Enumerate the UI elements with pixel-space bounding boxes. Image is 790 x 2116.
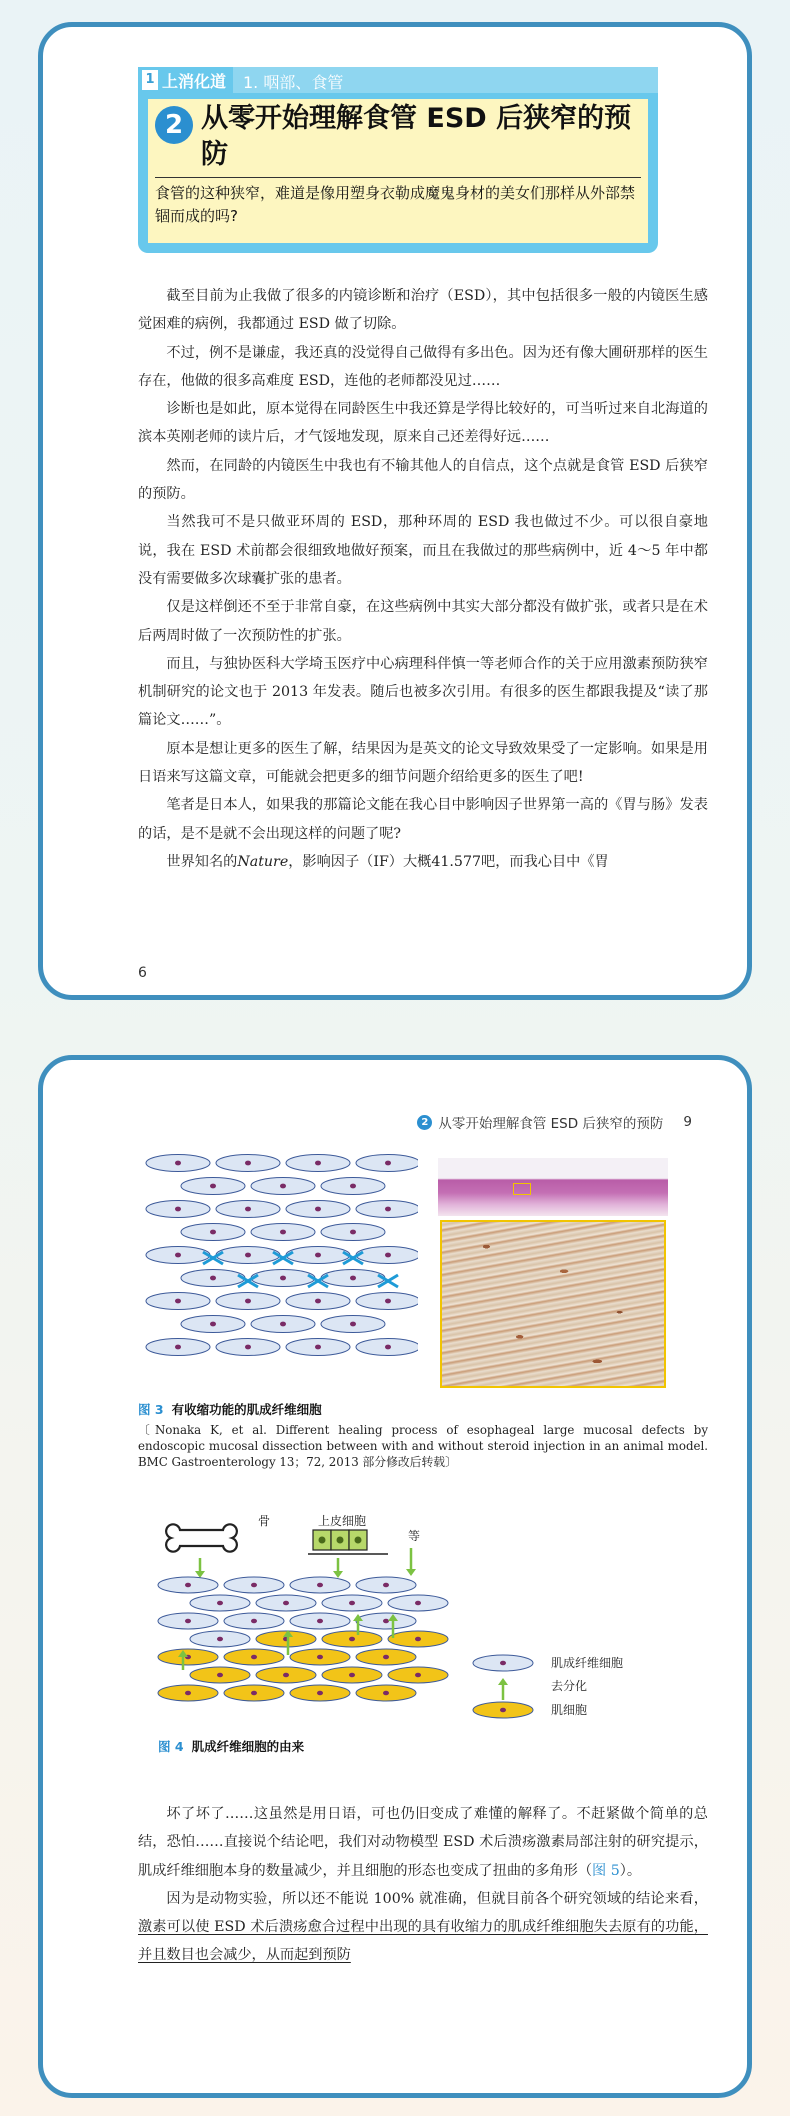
section-number: 1 xyxy=(142,70,158,90)
figure3-title: 有收缩功能的肌成纤维细胞 xyxy=(171,1402,322,1417)
muscle-cell xyxy=(290,1649,350,1665)
section-tag xyxy=(138,67,226,93)
myofibroblast-cell xyxy=(181,1316,245,1333)
chapter-number-badge: 2 xyxy=(417,1115,432,1130)
myofibroblast-cell xyxy=(321,1178,385,1195)
myofibroblast-cell xyxy=(216,1201,280,1218)
muscle-cell xyxy=(224,1649,284,1665)
differentiation-arrow xyxy=(406,1548,416,1576)
muscle-cell xyxy=(290,1685,350,1701)
myofibroblast-cell xyxy=(158,1613,218,1629)
page-9 xyxy=(38,1055,752,2098)
text-run: 坏了坏了……这虽然是用日语，可也仍旧变成了难懂的解释了。不赶紧做个简单的总结，恐怕……直接说个结论吧，我们对动物模型 ESD 术后溃疡激素局部注射的研究提示，肌成纤维细胞本身的数量减少，并且细胞的形态也变成了扭曲的多角形（ xyxy=(138,1806,708,1879)
myofibroblast-cell xyxy=(256,1595,316,1611)
chapter-title: 从零开始理解食管 ESD 后狭窄的预防 xyxy=(201,103,632,170)
paragraph-last xyxy=(138,848,708,876)
page-number: 9 xyxy=(683,1114,692,1130)
page-6 xyxy=(38,22,752,1000)
muscle-cell xyxy=(158,1685,218,1701)
myofibroblast-cell xyxy=(286,1293,350,1310)
myofibroblast-cell xyxy=(216,1155,280,1172)
paragraph: 笔者是日本人，如果我的那篇论文能在我心目中影响因子世界第一高的《胃与肠》发表的话，是不是就不会出现这样的问题了呢? xyxy=(138,797,708,842)
muscle-cell xyxy=(356,1649,416,1665)
myofibroblast-cell xyxy=(290,1613,350,1629)
myofibroblast-cell xyxy=(224,1613,284,1629)
myofibroblast-cell xyxy=(146,1339,210,1356)
myofibroblast-cell xyxy=(286,1155,350,1172)
myofibroblast-cell xyxy=(216,1293,280,1310)
muscle-cell xyxy=(190,1631,250,1647)
label-etc: 等 xyxy=(408,1529,421,1543)
figure4-label: 图 4 xyxy=(158,1739,184,1754)
epithelial-cell xyxy=(349,1530,367,1550)
myofibroblast-cells-illustration xyxy=(138,1145,418,1395)
myofibroblast-cell xyxy=(321,1224,385,1241)
myofibroblast-cell xyxy=(146,1247,210,1264)
epithelial-cell xyxy=(331,1530,349,1550)
myofibroblast-cell xyxy=(321,1316,385,1333)
myofibroblast-cell xyxy=(146,1293,210,1310)
myofibroblast-cell xyxy=(321,1270,385,1287)
page-number: 6 xyxy=(138,965,147,981)
myofibroblast-cell xyxy=(146,1201,210,1218)
running-head-title: 从零开始理解食管 ESD 后狭窄的预防 xyxy=(438,1116,664,1132)
myofibroblast-cell xyxy=(146,1155,210,1172)
myofibroblast-cell xyxy=(286,1247,350,1264)
paragraph: 仅是这样倒还不至于非常自豪，在这些病例中其实大部分都没有做扩张，或者只是在术后两周时做了一次预防性的扩张。 xyxy=(138,599,708,644)
muscle-cell xyxy=(356,1685,416,1701)
label-epithelial: 上皮细胞 xyxy=(318,1514,367,1528)
myofibroblast-cell xyxy=(216,1247,280,1264)
chapter-subtitle: 食管的这种狭窄，难道是像用塑身衣勒成魔鬼身材的美女们那样从外部禁锢而成的吗? xyxy=(155,184,636,225)
differentiation-arrow xyxy=(333,1558,343,1578)
bone-icon xyxy=(166,1524,237,1551)
myofibroblast-cell xyxy=(181,1178,245,1195)
legend-myofibroblast-cell xyxy=(473,1655,533,1671)
epithelial-cell xyxy=(313,1530,331,1550)
figure4-title: 肌成纤维细胞的由来 xyxy=(191,1739,305,1754)
myofibroblast-cell xyxy=(356,1201,418,1218)
myofibroblast-origin-diagram xyxy=(153,1510,653,1730)
paragraph: 而且，与独协医科大学埼玉医疗中心病理科伴慎一等老师合作的关于应用激素预防狭窄机制研究的论文也于 2013 年发表。随后也被多次引用。有很多的医生都跟我提及“读了那篇论文……”。 xyxy=(138,655,708,729)
myofibroblast-cell xyxy=(251,1178,315,1195)
myofibroblast-cell xyxy=(216,1339,280,1356)
myofibroblast-cell xyxy=(322,1595,382,1611)
running-head xyxy=(417,1112,692,1132)
text-run: ，影响因子（IF）大概41.577吧，而我心目中《胃 xyxy=(288,853,609,870)
myofibroblast-cell xyxy=(286,1201,350,1218)
magnified-region-marker xyxy=(513,1183,531,1195)
paragraph: 截至目前为止我做了很多的内镜诊断和治疗（ESD），其中包括很多一般的内镜医生感觉困难的病例，我都通过 ESD 做了切除。 xyxy=(138,288,708,333)
myofibroblast-cell xyxy=(158,1577,218,1593)
page6-body xyxy=(138,282,708,876)
text-run: ）。 xyxy=(619,1862,642,1879)
myofibroblast-cell xyxy=(286,1339,350,1356)
subsection-title: 1. 咽部、食管 xyxy=(243,73,344,92)
muscle-cell xyxy=(388,1631,448,1647)
paragraph: 当然我可不是只做亚环周的 ESD，那种环周的 ESD 我也做过不少。可以很自豪地说，我在 ESD 术前都会很细致地做好预案，而且在我做过的那些病例中，近 4～5 年中都没有需要做多次球囊扩张的患者。 xyxy=(138,514,708,587)
legend-muscle-label: 肌细胞 xyxy=(551,1703,588,1717)
paragraph: 然而，在同龄的内镜医生中我也有不输其他人的自信点，这个点就是食管 ESD 后狭窄的预防。 xyxy=(138,457,708,503)
myofibroblast-cell xyxy=(190,1595,250,1611)
section-title: 上消化道 xyxy=(162,71,227,91)
muscle-cell xyxy=(224,1685,284,1701)
legend-dedifferentiation-label: 去分化 xyxy=(551,1679,588,1693)
myofibroblast-cell xyxy=(251,1316,315,1333)
legend-muscle-cell xyxy=(473,1702,533,1718)
label-bone: 骨 xyxy=(258,1514,271,1528)
text-run: 世界知名的 xyxy=(166,853,238,870)
myofibroblast-cell xyxy=(224,1577,284,1593)
myofibroblast-cell xyxy=(251,1224,315,1241)
paragraph: 不过，例不是谦虚，我还真的没觉得自己做得有多出色。因为还有像大圃研那样的医生存在，他做的很多高难度 ESD，连他的老师都没见过…… xyxy=(138,344,708,389)
myofibroblast-cell xyxy=(356,1577,416,1593)
myofibroblast-cell xyxy=(356,1613,416,1629)
myofibroblast-cell xyxy=(181,1270,245,1287)
histology-overview-image xyxy=(438,1158,668,1216)
myofibroblast-cell xyxy=(290,1577,350,1593)
differentiation-arrow xyxy=(195,1558,205,1578)
journal-name: Nature xyxy=(237,853,289,870)
muscle-cell xyxy=(322,1631,382,1647)
paragraph: 诊断也是如此，原本觉得在同龄医生中我还算是学得比较好的，可当听过来自北海道的滨本英刚老师的读片后，才气馁地发现，原来自己还差得好远…… xyxy=(138,401,708,446)
legend-dedifferentiation-arrow xyxy=(498,1678,508,1700)
figure3-caption xyxy=(138,1400,322,1418)
muscle-cell xyxy=(256,1667,316,1683)
myofibroblast-cell xyxy=(356,1339,418,1356)
paragraph: 原本是想让更多的医生了解，结果因为是英文的论文导致效果受了一定影响。如果是用日语来写这篇文章，可能就会把更多的细节问题介绍给更多的医生了吧! xyxy=(138,740,708,786)
figure5-reference: 图 5 xyxy=(592,1862,620,1879)
title-divider xyxy=(155,177,641,178)
myofibroblast-cell xyxy=(251,1270,315,1287)
myofibroblast-cell xyxy=(356,1247,418,1264)
paragraph xyxy=(138,1885,708,1970)
legend-myofibroblast-label: 肌成纤维细胞 xyxy=(551,1656,624,1670)
myofibroblast-cell xyxy=(181,1224,245,1241)
myofibroblast-cell xyxy=(388,1595,448,1611)
myofibroblast-cell xyxy=(356,1155,418,1172)
muscle-cell xyxy=(388,1667,448,1683)
chapter-number-badge: 2 xyxy=(155,106,193,144)
histology-magnified-image xyxy=(440,1220,666,1388)
muscle-cell xyxy=(190,1667,250,1683)
underlined-text: 激素可以使 ESD 术后溃疡愈合过程中出现的具有收缩力的肌成纤维细胞失去原有的功能，并且数目也会减少，从而起到预防 xyxy=(138,1919,708,1964)
figure4-caption xyxy=(158,1737,304,1755)
text-run: 因为是动物实验，所以还不能说 100% 就准确，但就目前各个研究领域的结论来看， xyxy=(166,1890,708,1907)
paragraph xyxy=(138,1800,708,1885)
myofibroblast-cell xyxy=(356,1293,418,1310)
figure3-label: 图 3 xyxy=(138,1402,164,1417)
figure3-reference: 〔Nonaka K, et al. Different healing process of esophageal large mucosal defects by endoscopic mucosal dissection between with and without steroid injection in an animal model. BMC Gastroenterology 13；72, 2013 部分修改后转载〕 xyxy=(138,1423,708,1469)
muscle-cell xyxy=(322,1667,382,1683)
page9-body xyxy=(138,1800,708,1970)
